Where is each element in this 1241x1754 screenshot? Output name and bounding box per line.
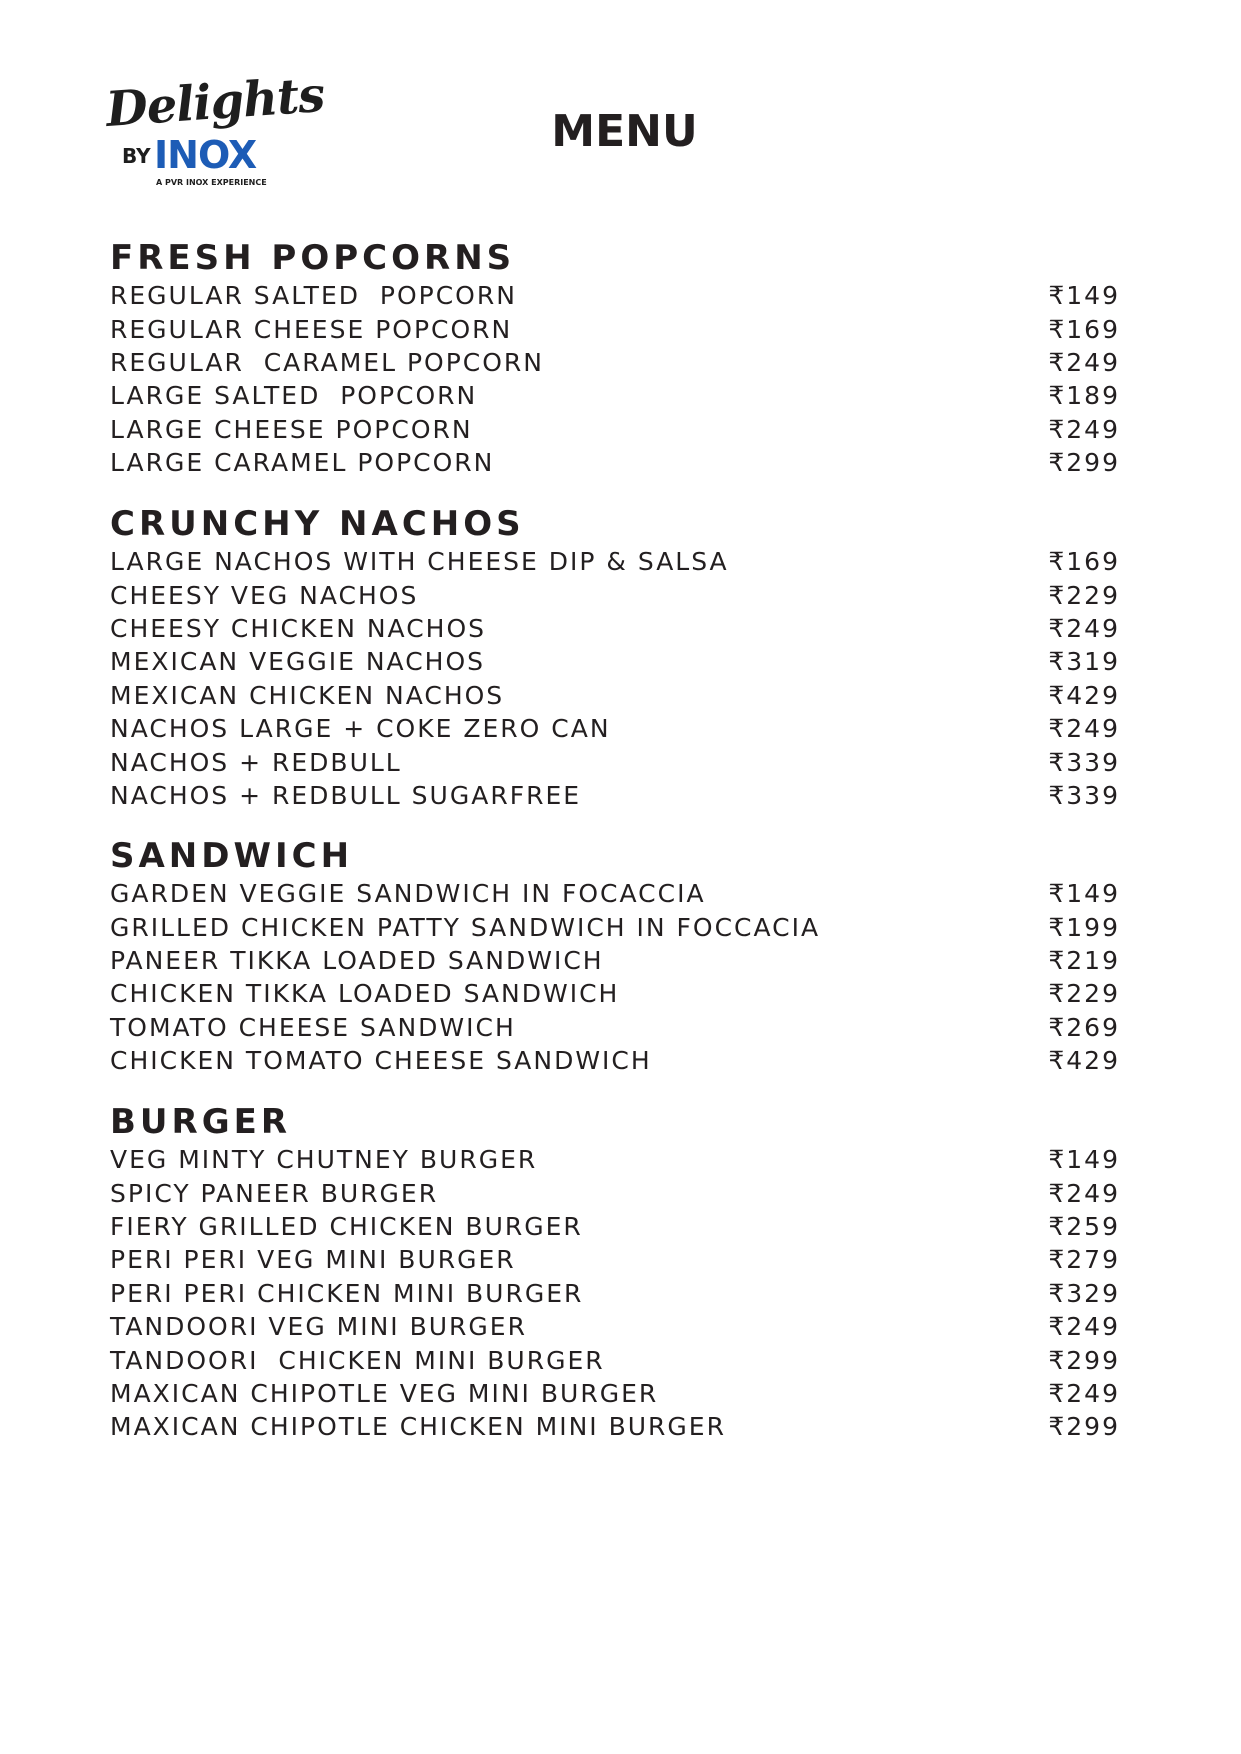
menu-item-name: NACHOS + REDBULL <box>110 747 402 777</box>
section-fresh-popcorns <box>110 238 1120 479</box>
section-crunchy-nachos <box>110 504 1120 812</box>
menu-item-row <box>110 312 1120 345</box>
logo-brand-text: INOX <box>154 133 257 177</box>
menu-item-price: ₹149 <box>1048 281 1120 311</box>
menu-item-name: LARGE CARAMEL POPCORN <box>110 448 495 478</box>
menu-item-price: ₹199 <box>1048 912 1120 942</box>
menu-item-row <box>110 1210 1120 1243</box>
menu-item-name: CHICKEN TOMATO CHEESE SANDWICH <box>110 1046 652 1076</box>
section-title: SANDWICH <box>110 836 354 876</box>
menu-item-name: CHICKEN TIKKA LOADED SANDWICH <box>110 979 620 1009</box>
menu-item-price: ₹299 <box>1048 1412 1120 1442</box>
menu-item-name: VEG MINTY CHUTNEY BURGER <box>110 1145 538 1175</box>
menu-item-name: GARDEN VEGGIE SANDWICH IN FOCACCIA <box>110 879 706 909</box>
menu-item-price: ₹249 <box>1048 1378 1120 1408</box>
menu-item-name: NACHOS + REDBULL SUGARFREE <box>110 780 582 810</box>
menu-item-name: MEXICAN CHICKEN NACHOS <box>110 680 505 710</box>
menu-item-row <box>110 977 1120 1010</box>
menu-item-row <box>110 1011 1120 1044</box>
section-title: FRESH POPCORNS <box>110 238 516 278</box>
menu-item-name: CHEESY VEG NACHOS <box>110 580 419 610</box>
menu-item-price: ₹269 <box>1048 1012 1120 1042</box>
menu-item-row <box>110 1176 1120 1209</box>
menu-item-price: ₹299 <box>1048 448 1120 478</box>
menu-item-name: CHEESY CHICKEN NACHOS <box>110 613 487 643</box>
menu-item-price: ₹149 <box>1048 879 1120 909</box>
menu-item-row <box>110 346 1120 379</box>
menu-item-name: NACHOS LARGE + COKE ZERO CAN <box>110 714 611 744</box>
menu-item-row <box>110 379 1120 412</box>
menu-item-row <box>110 679 1120 712</box>
menu-item-name: FIERY GRILLED CHICKEN BURGER <box>110 1211 583 1241</box>
menu-item-name: PERI PERI VEG MINI BURGER <box>110 1245 516 1275</box>
menu-item-row <box>110 645 1120 678</box>
menu-item-name: LARGE SALTED POPCORN <box>110 381 478 411</box>
menu-item-name: PANEER TIKKA LOADED SANDWICH <box>110 945 604 975</box>
menu-item-row <box>110 1310 1120 1343</box>
menu-item-name: REGULAR CHEESE POPCORN <box>110 314 513 344</box>
menu-item-row <box>110 910 1120 943</box>
logo-script-text: Delights <box>104 66 326 138</box>
item-list <box>110 545 1120 812</box>
menu-item-price: ₹169 <box>1048 314 1120 344</box>
menu-item-row <box>110 877 1120 910</box>
menu-item-price: ₹149 <box>1048 1145 1120 1175</box>
menu-item-name: LARGE NACHOS WITH CHEESE DIP & SALSA <box>110 547 729 577</box>
menu-item-name: REGULAR SALTED POPCORN <box>110 281 517 311</box>
page-title: MENU <box>551 106 698 157</box>
menu-item-row <box>110 446 1120 479</box>
menu-item-row <box>110 779 1120 812</box>
menu-item-row <box>110 279 1120 312</box>
menu-item-price: ₹189 <box>1048 381 1120 411</box>
menu-item-price: ₹219 <box>1048 945 1120 975</box>
menu-item-row <box>110 944 1120 977</box>
menu-item-price: ₹319 <box>1048 647 1120 677</box>
menu-item-row <box>110 1277 1120 1310</box>
menu-item-name: TOMATO CHEESE SANDWICH <box>110 1012 516 1042</box>
menu-item-price: ₹249 <box>1048 1178 1120 1208</box>
menu-item-price: ₹299 <box>1048 1345 1120 1375</box>
menu-item-name: REGULAR CARAMEL POPCORN <box>110 347 544 377</box>
menu-item-name: MEXICAN VEGGIE NACHOS <box>110 647 485 677</box>
menu-item-price: ₹429 <box>1048 1046 1120 1076</box>
menu-item-row <box>110 745 1120 778</box>
menu-item-price: ₹229 <box>1048 979 1120 1009</box>
menu-item-row <box>110 612 1120 645</box>
menu-item-row <box>110 545 1120 578</box>
section-title: CRUNCHY NACHOS <box>110 504 525 544</box>
menu-item-row <box>110 1243 1120 1276</box>
menu-item-name: GRILLED CHICKEN PATTY SANDWICH IN FOCCACIA <box>110 912 821 942</box>
section-title: BURGER <box>110 1102 292 1142</box>
menu-item-row <box>110 712 1120 745</box>
item-list <box>110 877 1120 1077</box>
menu-item-price: ₹229 <box>1048 580 1120 610</box>
menu-item-price: ₹249 <box>1048 714 1120 744</box>
menu-item-row <box>110 578 1120 611</box>
section-burger <box>110 1102 1120 1444</box>
menu-item-price: ₹259 <box>1048 1211 1120 1241</box>
section-sandwich <box>110 836 1120 1077</box>
menu-item-row <box>110 1044 1120 1077</box>
menu-item-price: ₹249 <box>1048 613 1120 643</box>
menu-item-name: PERI PERI CHICKEN MINI BURGER <box>110 1278 584 1308</box>
menu-item-row <box>110 1343 1120 1376</box>
menu-item-price: ₹429 <box>1048 680 1120 710</box>
menu-item-name: LARGE CHEESE POPCORN <box>110 414 473 444</box>
menu-item-price: ₹249 <box>1048 1312 1120 1342</box>
menu-item-price: ₹339 <box>1048 747 1120 777</box>
menu-item-name: TANDOORI VEG MINI BURGER <box>110 1312 527 1342</box>
menu-item-price: ₹329 <box>1048 1278 1120 1308</box>
item-list <box>110 279 1120 479</box>
menu-item-row <box>110 1377 1120 1410</box>
menu-item-price: ₹339 <box>1048 780 1120 810</box>
menu-item-name: TANDOORI CHICKEN MINI BURGER <box>110 1345 605 1375</box>
menu-item-row <box>110 1410 1120 1443</box>
menu-item-name: MAXICAN CHIPOTLE CHICKEN MINI BURGER <box>110 1412 726 1442</box>
item-list <box>110 1143 1120 1444</box>
menu-item-name: SPICY PANEER BURGER <box>110 1178 439 1208</box>
logo-by-text: BY <box>122 144 151 168</box>
menu-item-price: ₹169 <box>1048 547 1120 577</box>
menu-item-price: ₹249 <box>1048 347 1120 377</box>
menu-item-price: ₹279 <box>1048 1245 1120 1275</box>
menu-item-price: ₹249 <box>1048 414 1120 444</box>
menu-item-row <box>110 413 1120 446</box>
logo-tagline: A PVR INOX EXPERIENCE <box>156 178 267 187</box>
menu-item-row <box>110 1143 1120 1176</box>
menu-item-name: MAXICAN CHIPOTLE VEG MINI BURGER <box>110 1378 659 1408</box>
